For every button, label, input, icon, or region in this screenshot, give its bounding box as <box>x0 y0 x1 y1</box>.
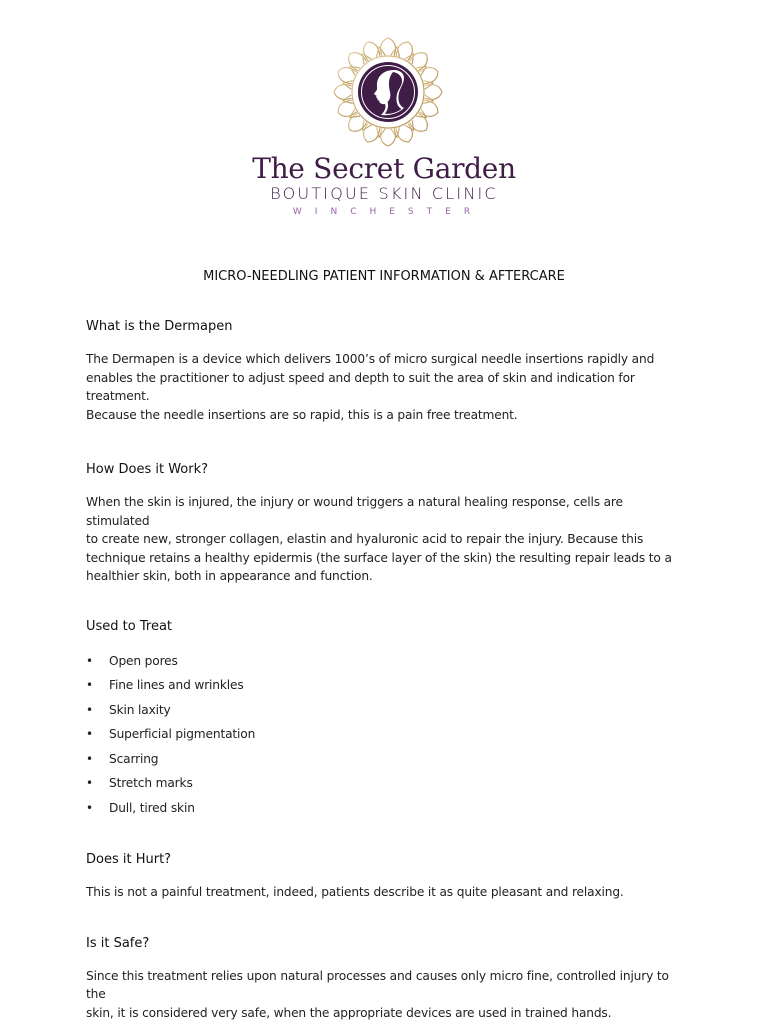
paragraph-line: Since this treatment relies upon natural processes and causes only micro fine, controlled injury to the <box>86 968 669 1001</box>
list-item-label: Superficial pigmentation <box>109 727 256 741</box>
paragraph-line: This is not a painful treatment, indeed, patients describe it as quite pleasant and relaxing. <box>86 885 624 899</box>
paragraph-line: Because the needle insertions are so rapid, this is a pain free treatment. <box>86 407 518 422</box>
paragraph-line: healthier skin, both in appearance and function. <box>86 569 373 583</box>
list-item-label: Open pores <box>109 653 178 668</box>
list-item-label: Dull, tired skin <box>109 800 195 815</box>
clinic-subtitle: BOUTIQUE SKIN CLINIC <box>270 184 498 203</box>
section-heading: How Does it Work? <box>86 462 209 477</box>
section-does-it-hurt <box>86 851 686 902</box>
bullet-icon: • <box>86 702 93 717</box>
list-item-label: Skin laxity <box>109 702 171 717</box>
list-item <box>86 698 686 723</box>
bullet-icon: • <box>86 751 93 766</box>
section-heading: Is it Safe? <box>86 935 150 951</box>
section-heading: What is the Dermapen <box>86 319 233 334</box>
paragraph-line: The Dermapen is a device which delivers 1000’s of micro surgical needle insertions rapidly and <box>86 352 655 366</box>
paragraph-line: technique retains a healthy epidermis (the surface layer of the skin) the resulting repair leads to a <box>86 550 672 565</box>
clinic-logo <box>0 36 768 226</box>
paragraph-line: skin, it is considered very safe, when the appropriate devices are used in trained hands. <box>86 1005 612 1020</box>
logo-petal <box>381 128 396 146</box>
list-item <box>86 747 686 772</box>
list-item <box>86 649 686 674</box>
lotus-woman-profile-icon <box>332 36 444 148</box>
list-item-label: Fine lines and wrinkles <box>109 678 244 692</box>
list-item <box>86 673 686 698</box>
paragraph-line: When the skin is injured, the injury or wound triggers a natural healing response, cells are stimulated <box>86 495 623 528</box>
paragraph-line: to create new, stronger collagen, elastin and hyaluronic acid to repair the injury. Because this <box>86 532 644 546</box>
logo-petal <box>424 85 442 100</box>
bullet-icon: • <box>86 653 93 668</box>
treatment-list <box>86 649 686 821</box>
section-is-it-safe <box>86 935 686 1023</box>
document-body <box>86 318 686 1022</box>
section-used-to-treat <box>86 618 686 821</box>
section-how-does-it-work <box>86 461 686 586</box>
paragraph-line: enables the practitioner to adjust speed and depth to suit the area of skin and indication for treatment. <box>86 370 635 403</box>
list-item <box>86 771 686 796</box>
document-title: MICRO-NEEDLING PATIENT INFORMATION & AFTERCARE <box>203 269 565 284</box>
bullet-icon: • <box>86 678 93 692</box>
logo-petal <box>381 38 396 56</box>
bullet-icon: • <box>86 776 93 790</box>
section-heading: Does it Hurt? <box>86 852 172 867</box>
list-item <box>86 722 686 747</box>
list-item-label: Stretch marks <box>109 776 193 790</box>
bullet-icon: • <box>86 727 93 741</box>
bullet-icon: • <box>86 800 93 815</box>
logo-petal <box>334 85 352 100</box>
list-item-label: Scarring <box>109 751 159 766</box>
clinic-location: WINCHESTER <box>292 207 484 217</box>
section-what-is-dermapen <box>86 318 686 424</box>
section-heading: Used to Treat <box>86 618 173 634</box>
clinic-name: The Secret Garden <box>252 152 516 185</box>
list-item <box>86 796 686 821</box>
